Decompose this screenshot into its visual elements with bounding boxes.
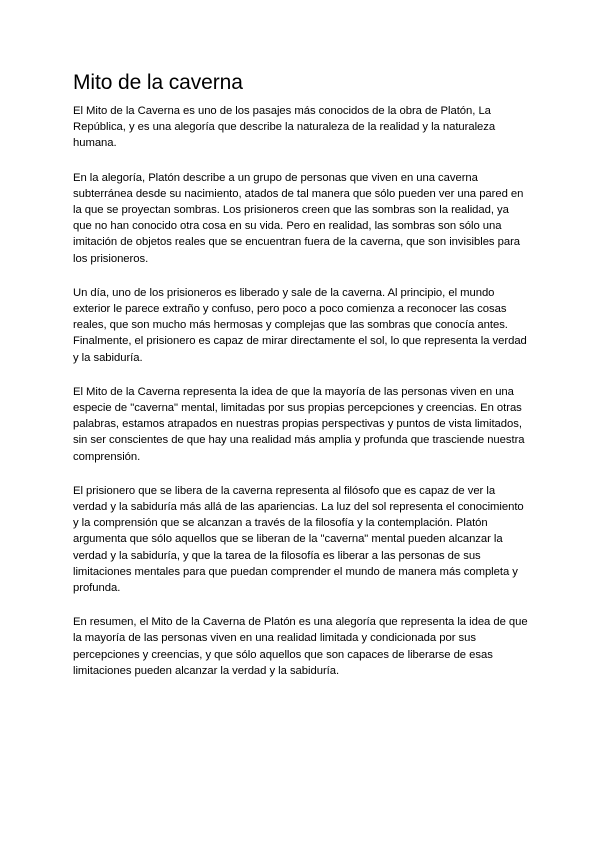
paragraph-philosopher: El prisionero que se libera de la caverna representa al filósofo que es capaz de ver la verdad y la sabiduría más allá de las apariencias. La luz del sol representa el conocimiento y la comprensión que se alcanzan a través de la filosofía y la contemplación. Platón argumenta que sólo aquellos que se liberan de la "caverna" mental pueden alcanzar la verdad y la sabiduría, y que la tarea de la filosofía es liberar a las personas de sus limitaciones mentales para que puedan comprender el mundo de manera más completa y profunda. <box>73 484 524 595</box>
document-title: Mito de la caverna <box>73 71 243 94</box>
paragraph-meaning: El Mito de la Caverna representa la idea de que la mayoría de las personas viven en una especie de "caverna" mental, limitadas por sus propias percepciones y creencias. En otras palabras, estamos atrapados en nuestras propias perspectivas y puntos de vista limitados, sin ser conscientes de que hay una realidad más amplia y profunda que trasciende nuestra comprensión. <box>73 385 525 463</box>
paragraph-intro: El Mito de la Caverna es uno de los pasajes más conocidos de la obra de Platón, La República, y es una alegoría que describe la naturaleza de la realidad y la naturaleza humana. <box>73 105 496 150</box>
paragraph-allegory: En la alegoría, Platón describe a un grupo de personas que viven en una caverna subterránea desde su nacimiento, atados de tal manera que sólo pueden ver una pared en la que se proyectan sombras. Los prisioneros creen que las sombras son la realidad, ya que no han conocido otra cosa en su vida. Pero en realidad, las sombras son sólo una imitación de objetos reales que se encuentran fuera de la caverna, que son invisibles para los prisioneros. <box>73 171 524 265</box>
document-body <box>73 103 529 697</box>
paragraph-liberation: Un día, uno de los prisioneros es liberado y sale de la caverna. Al principio, el mundo exterior le parece extraño y confuso, pero poco a poco comienza a reconocer las cosas reales, que son mucho más hermosas y complejas que las sombras que conocía antes. Finalmente, el prisionero es capaz de mirar directamente el sol, lo que representa la verdad y la sabiduría. <box>73 286 527 364</box>
paragraph-summary: En resumen, el Mito de la Caverna de Platón es una alegoría que representa la idea de que la mayoría de las personas viven en una realidad limitada y condicionada por sus percepciones y creencias, y que sólo aquellos que son capaces de liberarse de esas limitaciones pueden alcanzar la verdad y la sabiduría. <box>73 616 528 677</box>
